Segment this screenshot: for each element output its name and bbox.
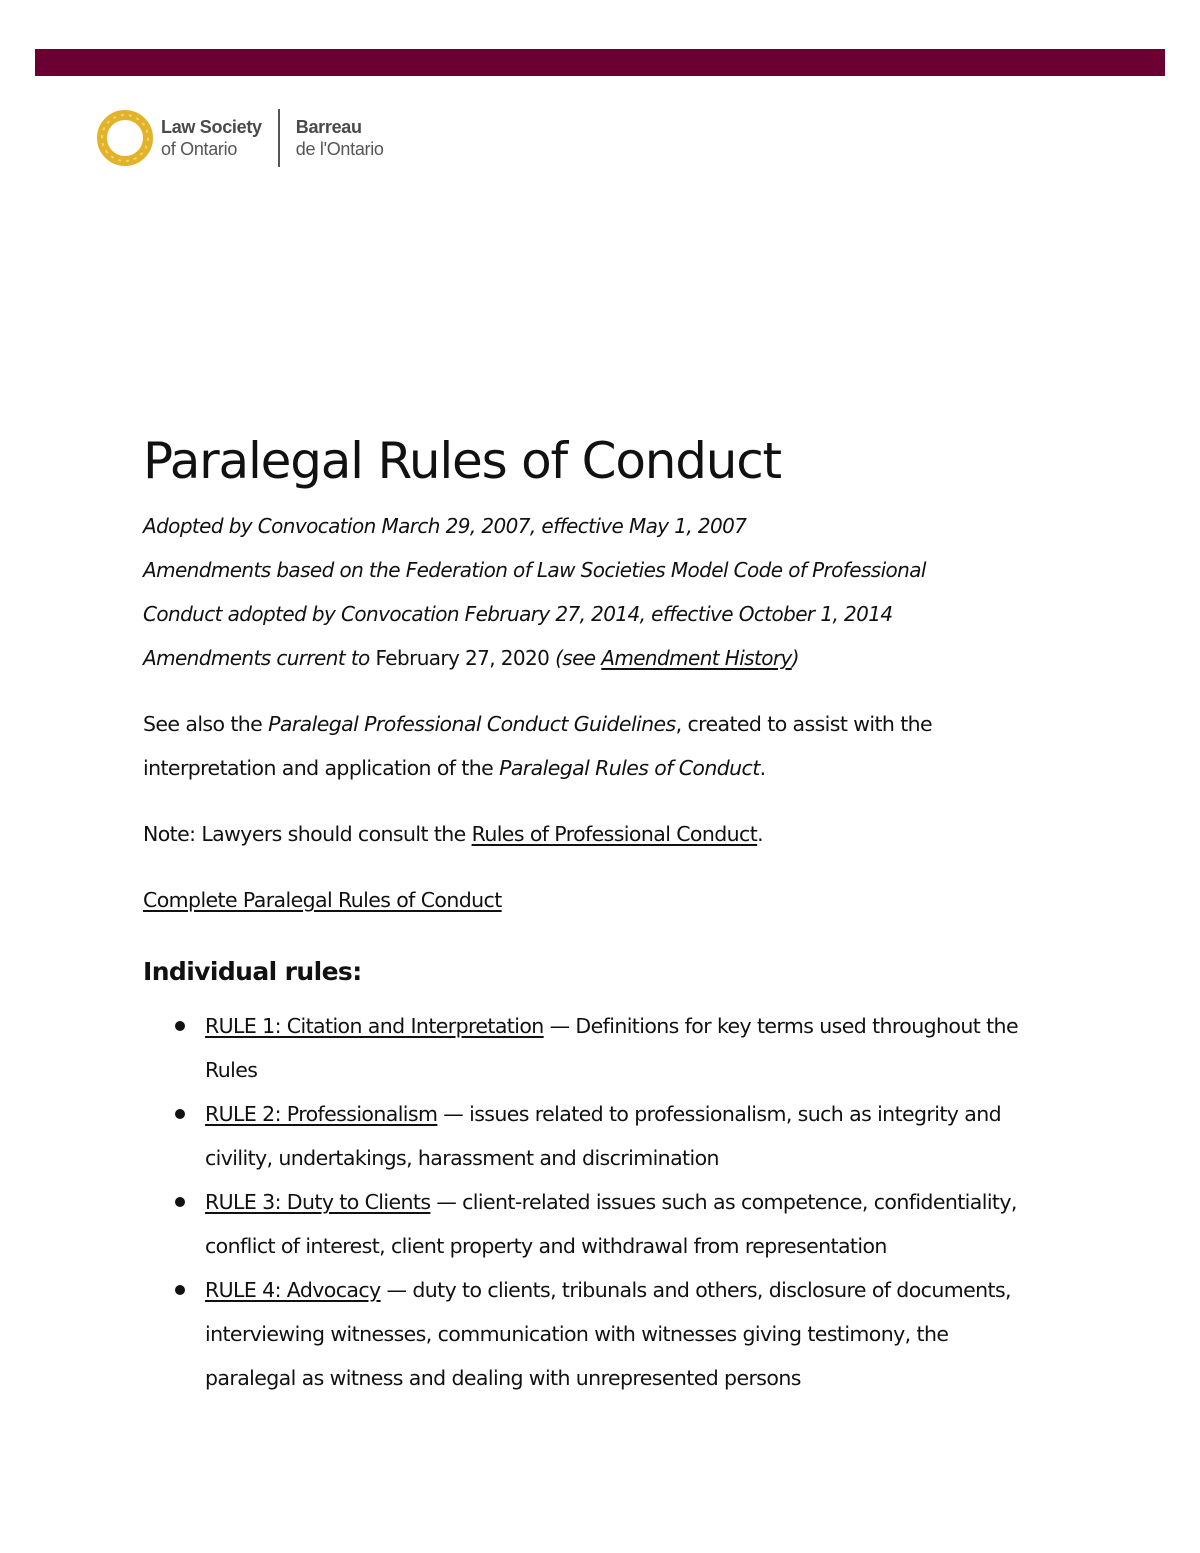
rule-description: — Definitions for key terms used throughout the Rules <box>205 1014 1018 1082</box>
rule-description: — client-related issues such as competence, confidentiality, conflict of interest, client property and withdrawal from representation <box>205 1190 1017 1258</box>
guidelines-title: Paralegal Professional Conduct Guidelines <box>268 712 676 736</box>
meta-current-prefix: Amendments current to <box>143 646 370 670</box>
logo-fr-line1: Barreau <box>295 117 362 137</box>
rule-1-link[interactable]: RULE 1: Citation and Interpretation <box>205 1014 544 1038</box>
complete-rules-link[interactable]: Complete Paralegal Rules of Conduct <box>143 888 502 912</box>
meta-current-close: ) <box>791 646 799 670</box>
see-also-middle: , created to assist with the interpretation and application of the <box>143 712 933 780</box>
note-paragraph <box>143 812 1063 856</box>
law-society-logo[interactable] <box>95 108 384 168</box>
meta-current <box>143 636 1063 680</box>
list-item <box>205 1092 1063 1180</box>
rules-of-professional-conduct-link[interactable]: Rules of Professional Conduct <box>471 822 758 846</box>
logo-ring-icon <box>95 108 155 168</box>
bullet-icon <box>175 1285 185 1295</box>
header-brand-bar <box>35 49 1165 76</box>
rule-description: — duty to clients, tribunals and others, disclosure of documents, interviewing witnesses, communication with witnesses giving testimony, the paralegal as witness and dealing with unrepresented persons <box>205 1278 1011 1390</box>
main-content <box>143 430 1063 1400</box>
rules-list <box>143 1004 1063 1400</box>
logo-english-name <box>161 116 262 160</box>
list-item <box>205 1180 1063 1268</box>
note-prefix: Note: Lawyers should consult the <box>143 822 472 846</box>
meta-current-see: (see <box>549 646 602 670</box>
meta-amendments-line2: Conduct adopted by Convocation February 27, 2014, effective October 1, 2014 <box>143 602 893 626</box>
rules-title: Paralegal Rules of Conduct <box>499 756 760 780</box>
logo-en-line1: Law Society <box>161 117 262 137</box>
rule-description: — issues related to professionalism, such as integrity and civility, undertakings, harassment and discrimination <box>205 1102 1002 1170</box>
individual-rules-heading: Individual rules: <box>143 957 362 986</box>
bullet-icon <box>175 1197 185 1207</box>
list-item <box>205 1268 1063 1400</box>
logo-divider <box>278 109 280 167</box>
page-title: Paralegal Rules of Conduct <box>143 432 781 490</box>
bullet-icon <box>175 1109 185 1119</box>
see-also-paragraph <box>143 702 1063 790</box>
rule-4-link[interactable]: RULE 4: Advocacy <box>205 1278 381 1302</box>
list-item <box>205 1004 1063 1092</box>
logo-en-line2: of Ontario <box>161 139 238 159</box>
rule-2-link[interactable]: RULE 2: Professionalism <box>205 1102 438 1126</box>
meta-current-date: February 27, 2020 <box>369 646 550 670</box>
logo-fr-line2: de l'Ontario <box>295 139 384 159</box>
rule-3-link[interactable]: RULE 3: Duty to Clients <box>205 1190 431 1214</box>
amendment-history-link[interactable]: Amendment History <box>601 646 792 670</box>
bullet-icon <box>175 1021 185 1031</box>
meta-adopted: Adopted by Convocation March 29, 2007, effective May 1, 2007 <box>143 514 747 538</box>
complete-rules-paragraph <box>143 878 1063 922</box>
meta-amendments-line1: Amendments based on the Federation of Law Societies Model Code of Professional <box>143 558 926 582</box>
note-suffix: . <box>757 822 764 846</box>
document-meta <box>143 504 1063 680</box>
logo-french-name <box>296 116 384 160</box>
see-also-suffix: . <box>759 756 766 780</box>
see-also-prefix: See also the <box>143 712 269 736</box>
